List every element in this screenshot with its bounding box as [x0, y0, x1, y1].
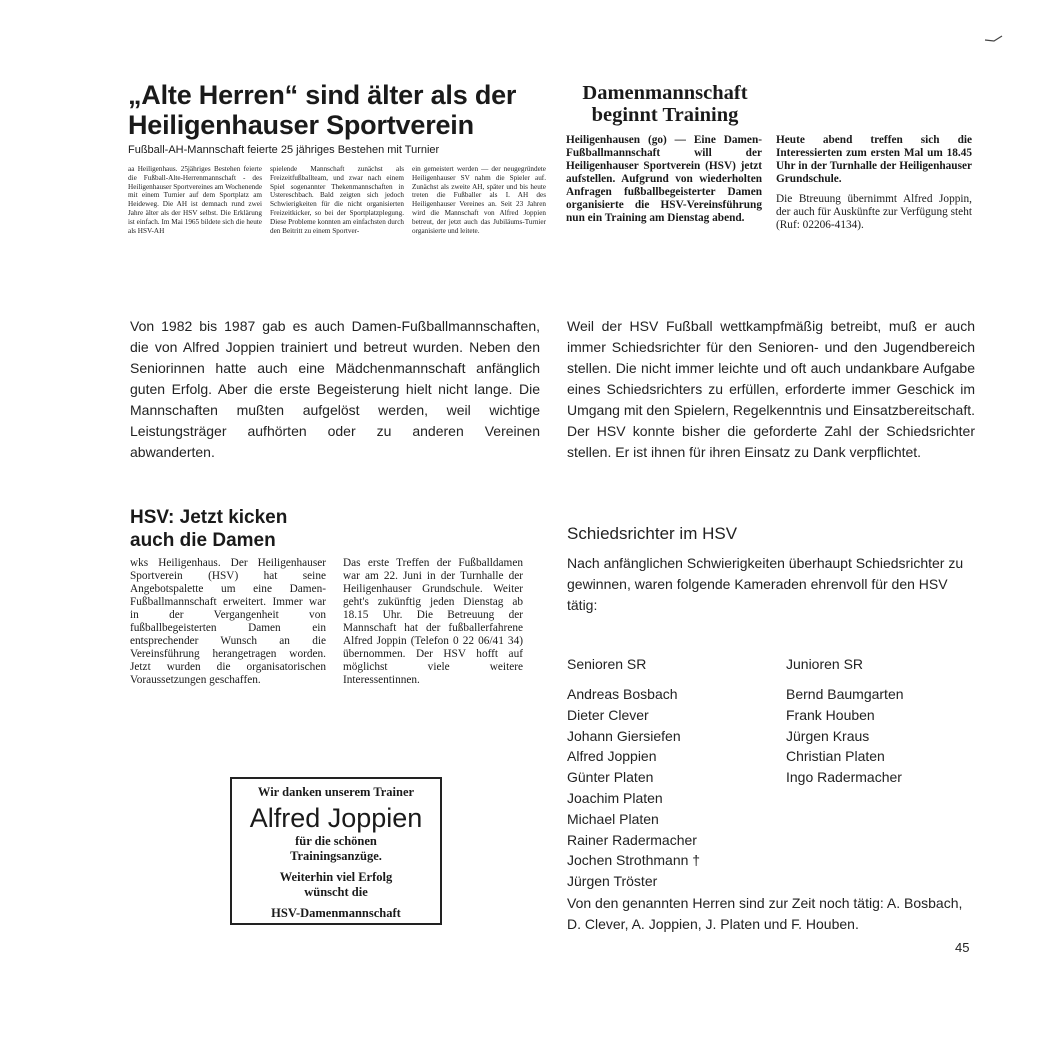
list-item: Frank Houben [786, 706, 875, 723]
clipping3-column-2: Das erste Treffen der Fußballdamen war am 22. Juni in der Turnhalle der Heiligenhauser Grundschule. Weiter geht's zukünftig jeden Dienstag ab 18.15 Uhr. Die Betreuung der Mannschaft hat der fußballerfahrene Alfred Joppin (Telefon 0 22 06/41 34) übernommen. Der HSV hofft auf möglichst viele weitere Interessentinnen. [343, 557, 523, 686]
clipping2-headline: Damenmannschaft beginnt Training [582, 82, 748, 126]
list-item: Michael Platen [567, 810, 659, 827]
list-item: Christian Platen [786, 748, 885, 765]
list-item: Ingo Radermacher [786, 769, 902, 786]
list-item: Joachim Platen [567, 789, 663, 806]
clipping2-column-2-paragraph-1: Heute abend treffen sich die Interessierten zum ersten Mal um 18.45 Uhr in der Turnhalle der Heiligenhauser Grundschule. [776, 134, 972, 185]
referees-seniors-column [567, 654, 767, 892]
list-item: Rainer Radermacher [567, 831, 697, 848]
clipping2-column-2 [776, 134, 972, 239]
thanks-line-3: für die schönen [295, 834, 377, 848]
list-item: Jochen Strothmann † [567, 852, 701, 869]
thanks-line-1: Wir danken unserem Trainer [257, 785, 415, 799]
referees-heading: Schiedsrichter im HSV [567, 524, 738, 543]
body-paragraph-right: Weil der HSV Fußball wettkampfmäßig betreibt, muß er auch immer Schiedsrichter für den Senioren- und den Jugendbereich stellen. Die nicht immer leichte und oft auch undankbare Aufgabe eines Schiedsrichters zu erfüllen, erforderte immer Geschick im Umgang mit den Spielern, Regelkenntnis und Einsatzbereitschaft. Der HSV konnte bisher die geforderte Zahl der Schiedsrichter stellen. Er ist ihnen für ihren Einsatz zu Dank verpflichtet. [567, 318, 975, 460]
list-item: Bernd Baumgarten [786, 686, 904, 702]
clipping1-column-3: ein gemeistert werden — der neugegründete Heiligenhauser SV nahm die Spieler auf. Zunächst als zweite AH, später und bis heute treten die Fußballer als I. AH des Heiligenhauser Vereines an. Seit 23 Jahren wird die Mannschaft von Alfred Joppien betreut, der jetzt auch das Jubiläums-Turnier organisierte und leitete. [412, 165, 546, 235]
list-item: Jürgen Kraus [786, 727, 870, 744]
clipping1-column-2: spielende Mannschaft zunächst als Freizeitfußballteam, und zwar nach einem Spiel sogenannter Thekenmannschaften in Ustereschbach. Bald zeigten sich jedoch Schwierigkeiten für die nicht organisierten Freizeitkicker, so bei der Sportplatzplegung. Diese Probleme konnten am einfachsten durch den Beitritt zu einem Sportver- [270, 165, 404, 235]
thanks-line-5: Weiterhin viel Erfolg [279, 870, 393, 884]
clipping2-column-2-paragraph-2: Die Btreuung übernimmt Alfred Joppin, der auch für Auskünfte zur Verfügung steht (Ruf: 02206-4134). [776, 193, 972, 231]
thanks-line-7: HSV-Damenmannschaft [271, 906, 401, 920]
clipping1-columns [128, 165, 546, 235]
list-item: Johann Giersiefen [567, 727, 681, 744]
list-item: Günter Platen [567, 769, 654, 786]
body-paragraph-left: Von 1982 bis 1987 gab es auch Damen-Fußballmannschaften, die von Alfred Joppien trainiert und betreut wurden. Neben den Seniorinnen hatte auch eine Mädchenmannschaft anfänglich guten Erfolg. Aber die erste Begeisterung hielt nicht lange. Die Mannschaften mußten aufgelöst werden, weil wichtige Leistungsträger aufhörten oder zu anderen Vereinen abwanderten. [130, 318, 540, 460]
thanks-line-6: wünscht die [304, 885, 368, 899]
scan-mark-icon [984, 34, 1004, 44]
thanks-trainer-name: Alfred Joppien [249, 803, 423, 833]
juniors-label: Junioren SR [786, 656, 864, 672]
clipping1-subheadline: Fußball-AH-Mannschaft feierte 25 jähriges Bestehen mit Turnier [128, 144, 440, 156]
list-item: Jürgen Tröster [567, 873, 658, 890]
clipping1-column-1: aa Heiligenhaus. 25jähriges Bestehen feierte die Fußball-Alte-Herrenmannschaft - des Heiligenhauser Sportvereines am Wochenende mit einem Turnier auf dem Sportplatz am Heideweg. Die AH ist demnach rund zwei Jahre älter als der HSV selbst. Die Erklärung ist einfach. Im Mai 1965 bildete sich die heute als HSV-AH [128, 165, 263, 235]
page-number: 45 [955, 940, 970, 955]
clipping2-column-1: Heiligenhausen (go) — Eine Damen-Fußballmannschaft will der Heiligenhauser Sportverein (HSV) jetzt aufstellen. Aufgrund von wiederholten Anfragen fußballbegeisterter Damen organisierte die HSV-Vereinsführung nun ein Training am Dienstag abend. [566, 134, 762, 224]
clipping3-headline: HSV: Jetzt kicken auch die Damen [130, 507, 288, 551]
thank-you-box [230, 777, 442, 925]
seniors-label: Senioren SR [567, 656, 647, 672]
list-item: Alfred Joppien [567, 748, 657, 765]
list-item: Andreas Bosbach [567, 686, 678, 702]
referees-intro: Nach anfänglichen Schwierigkeiten überhaupt Schiedsrichter zu gewinnen, waren folgende Kameraden ehrenvoll für den HSV tätig: [567, 555, 964, 613]
referees-juniors-column [786, 654, 986, 788]
referees-footer: Von den genannten Herren sind zur Zeit noch tätig: A. Bosbach, D. Clever, A. Joppien, J. Platen und F. Houben. [567, 895, 963, 932]
thanks-line-4: Trainingsanzüge. [290, 849, 382, 863]
clipping1-headline: „Alte Herren“ sind älter als der Heiligenhauser Sportverein [128, 80, 517, 140]
list-item: Dieter Clever [567, 706, 649, 723]
clipping3-column-1: wks Heiligenhaus. Der Heiligenhauser Sportverein (HSV) hat seine Angebotspalette um eine Damen-Fußballmannschaft erweitert. Immer war in der Vergangenheit von fußballbegeisterten Damen ein entsprechender Wunsch an die Vereinsführung herangetragen worden. Jetzt wurden die organisatorischen Voraussetzungen geschaffen. [130, 557, 326, 686]
